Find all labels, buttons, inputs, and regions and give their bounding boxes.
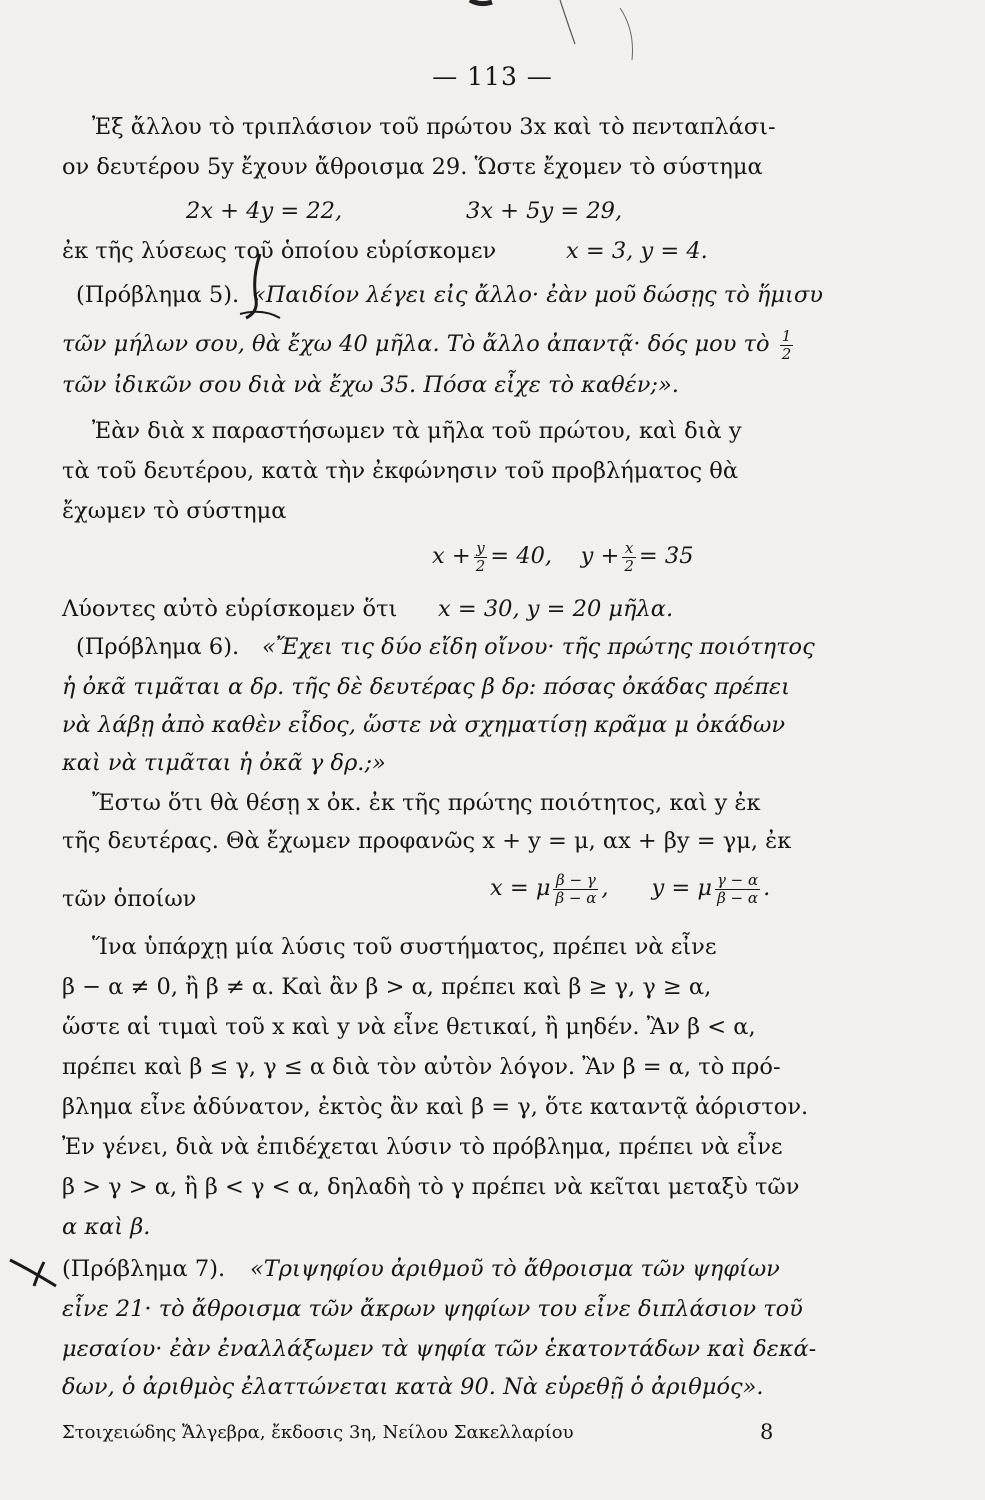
equation-system: x + $\frac{y}{2}$ = 40, y + $\frac{x}{2}$ = 35 [432, 539, 694, 575]
fraction-half: $\frac{1}{2}$ [781, 327, 792, 363]
handwritten-x-mark [4, 1252, 64, 1292]
text-line: Ἔστω ὅτι θὰ θέσῃ x ὀκ. ἐκ τῆς πρώτης ποιότητος, καὶ y ἐκ [92, 790, 761, 816]
text-line: καὶ νὰ τιμᾶται ἡ ὀκᾶ γ δρ.;» [62, 750, 386, 776]
equation: x = 3, y = 4. [566, 238, 708, 264]
text-line: Ἐν γένει, διὰ νὰ ἐπιδέχεται λύσιν τὸ πρόβλημα, πρέπει νὰ εἶνε [62, 1134, 783, 1160]
text-line: τῆς δευτέρας. Θὰ ἔχωμεν προφανῶς x + y = μ, αx + βy = γμ, ἐκ [62, 828, 792, 854]
text-line: τῶν μήλων σου, θὰ ἔχω 40 μῆλα. Τὸ ἄλλο ἀπαντᾷ· δός μου τὸ $\frac{1}{2}$ [62, 327, 792, 363]
text-line: ἔχωμεν τὸ σύστημα [62, 498, 287, 524]
equation-solution: x = μ $\frac{\beta - \gamma}{\beta - \alpha}$ , y = μ $\frac{\gamma - \alpha}{\beta - \alpha}$ . [490, 871, 771, 907]
text-line: μεσαίου· ἐὰν ἐναλλάξωμεν τὰ ψηφία τῶν ἑκατοντάδων καὶ δεκά- [62, 1336, 817, 1362]
text-line: ἡ ὀκᾶ τιμᾶται α δρ. τῆς δὲ δευτέρας β δρ: πόσας ὀκάδας πρέπει [62, 674, 790, 700]
text-line: βλημα εἶνε ἀδύνατον, ἐκτὸς ἂν καὶ β = γ, ὅτε καταντᾷ ἀόριστον. [62, 1094, 809, 1120]
problem-label: (Πρόβλημα 7). [62, 1256, 226, 1282]
text-line: πρέπει καὶ β ≤ γ, γ ≤ α διὰ τὸν αὐτὸν λόγον. Ἂν β = α, τὸ πρό- [62, 1054, 781, 1080]
footer-sheet-number: 8 [760, 1420, 774, 1444]
text-line: ὥστε αἱ τιμαὶ τοῦ x καὶ y νὰ εἶνε θετικαί, ἢ μηδέν. Ἂν β < α, [62, 1014, 756, 1040]
text-line: τὰ τοῦ δευτέρου, κατὰ τὴν ἐκφώνησιν τοῦ προβλήματος θὰ [62, 458, 739, 484]
equation: 3x + 5y = 29, [466, 198, 623, 224]
text-line: «Ἔχει τις δύο εἴδη οἴνου· τῆς πρώτης ποιότητος [262, 634, 815, 660]
text-line: ον δευτέρου 5y ἔχουν ἄθροισμα 29. Ὥστε ἔχομεν τὸ σύστημα [62, 154, 763, 180]
text-line: α καὶ β. [62, 1214, 151, 1240]
problem-label: (Πρόβλημα 5). [76, 282, 240, 308]
text-line: τῶν ἰδικῶν σου διὰ νὰ ἔχω 35. Πόσα εἶχε τὸ καθέν;». [62, 372, 679, 398]
pencil-mark-top [0, 0, 985, 60]
text-line: νὰ λάβῃ ἀπὸ καθὲν εἶδος, ὥστε νὰ σχηματίσῃ κρᾶμα μ ὀκάδων [62, 712, 786, 738]
text-line: τῶν ὁποίων [62, 886, 197, 912]
problem-label: (Πρόβλημα 6). [76, 634, 240, 660]
text-line: Ἐξ ἄλλου τὸ τριπλάσιον τοῦ πρώτου 3x καὶ τὸ πενταπλάσι- [92, 114, 776, 140]
text-line: Ἐὰν διὰ x παραστήσωμεν τὰ μῆλα τοῦ πρώτου, καὶ διὰ y [92, 418, 742, 444]
text-line: β − α ≠ 0, ἢ β ≠ α. Καὶ ἂν β > α, πρέπει καὶ β ≥ γ, γ ≥ α, [62, 974, 712, 1000]
text-line: Λύοντες αὐτὸ εὑρίσκομεν ὅτι [62, 596, 398, 622]
text-line: «Τριψηφίου ἀριθμοῦ τὸ ἄθροισμα τῶν ψηφίων [250, 1256, 780, 1282]
equation: x = 30, y = 20 μῆλα. [438, 596, 674, 622]
text-line: εἶνε 21· τὸ ἄθροισμα τῶν ἄκρων ψηφίων του εἶνε διπλάσιον τοῦ [62, 1296, 803, 1322]
text-line: «Παιδίον λέγει εἰς ἄλλο· ἐὰν μοῦ δώσῃς τὸ ἥμισυ [252, 282, 823, 308]
text-line: δων, ὁ ἀριθμὸς ἐλαττώνεται κατὰ 90. Νὰ εὑρεθῇ ὁ ἀριθμός». [62, 1374, 764, 1400]
text-line: ἐκ τῆς λύσεως τοῦ ὁποίου εὑρίσκομεν [62, 238, 497, 264]
equation: 2x + 4y = 22, [186, 198, 343, 224]
text-line: Ἵνα ὑπάρχῃ μία λύσις τοῦ συστήματος, πρέπει νὰ εἶνε [92, 934, 717, 960]
text-line: β > γ > α, ἢ β < γ < α, δηλαδὴ τὸ γ πρέπει νὰ κεῖται μεταξὺ τῶν [62, 1174, 800, 1200]
page-number-header: — 113 — [432, 62, 553, 91]
footer-text: Στοιχειώδης Ἄλγεβρα, ἔκδοσις 3η, Νείλου Σακελλαρίου [62, 1422, 574, 1443]
